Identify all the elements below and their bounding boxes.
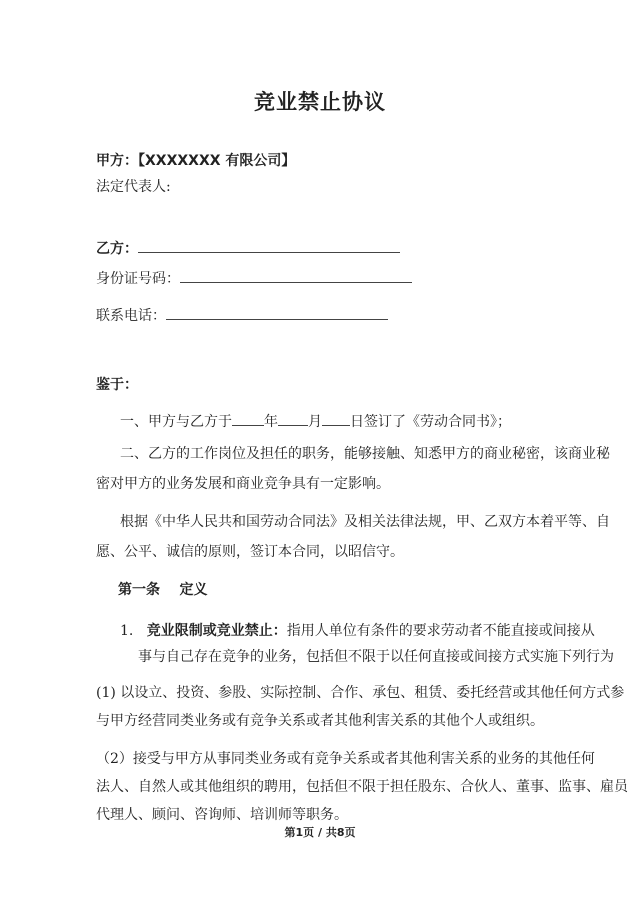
basis-line-2: 愿、公平、诚信的原则，签订本合同，以昭信守。 bbox=[96, 544, 404, 560]
def1-term: 竞业限制或竞业禁止： bbox=[146, 623, 287, 639]
sub-item-2-line-2: 法人、自然人或其他组织的聘用，包括但不限于担任股东、合伙人、董事、监事、雇员 bbox=[96, 779, 628, 795]
legal-rep-line bbox=[96, 177, 171, 197]
item1-month: 月 bbox=[308, 414, 322, 430]
party-a-line bbox=[96, 151, 295, 171]
whereas-heading: 鉴于： bbox=[96, 377, 138, 393]
legal-rep-label: 法定代表人: bbox=[96, 179, 171, 195]
month-blank bbox=[278, 411, 308, 426]
party-a-value: 【XXXXXXX 有限公司】 bbox=[138, 153, 296, 169]
party-b-line bbox=[96, 238, 400, 259]
sub-item-2-line-3: 代理人、顾问、咨询师、培训师等职务。 bbox=[96, 807, 348, 823]
day-blank bbox=[322, 411, 350, 426]
def1-number: 1. bbox=[120, 623, 134, 639]
id-blank bbox=[180, 268, 412, 283]
document-title: 竞业禁止协议 bbox=[254, 90, 386, 114]
whereas-item-1 bbox=[120, 411, 511, 432]
item1-suffix: 日签订了《劳动合同书》； bbox=[350, 414, 511, 430]
phone-blank bbox=[166, 305, 388, 320]
definition-1-line-2: 事与自己存在竞争的业务，包括但不限于以任何直接或间接方式实施下列行为 bbox=[138, 649, 614, 665]
page-footer: 第1页 / 共8页 bbox=[284, 826, 356, 839]
id-line bbox=[96, 268, 412, 289]
article-1-heading: 第一条 定义 bbox=[118, 582, 208, 598]
def1-text-1: 指用人单位有条件的要求劳动者不能直接或间接从 bbox=[286, 623, 595, 639]
id-label: 身份证号码： bbox=[96, 271, 180, 287]
sub-item-1-line-2: 与甲方经营同类业务或有竞争关系或者其他利害关系的其他个人或组织。 bbox=[96, 713, 544, 729]
item1-year: 年 bbox=[264, 414, 278, 430]
party-b-label: 乙方： bbox=[96, 241, 138, 257]
phone-line bbox=[96, 305, 388, 326]
whereas-item-2-line-2: 密对甲方的业务发展和商业竞争具有一定影响。 bbox=[96, 476, 390, 492]
year-blank bbox=[232, 411, 264, 426]
basis-line-1: 根据《中华人民共和国劳动合同法》及相关法律法规，甲、乙双方本着平等、自 bbox=[120, 514, 610, 530]
sub-item-2-line-1: （2）接受与甲方从事同类业务或有竞争关系或者其他利害关系的业务的其他任何 bbox=[96, 751, 595, 767]
whereas-item-2-line-1: 二、乙方的工作岗位及担任的职务，能够接触、知悉甲方的商业秘密，该商业秘 bbox=[120, 446, 610, 462]
definition-1-line-1 bbox=[120, 621, 595, 641]
item1-prefix: 一、甲方与乙方于 bbox=[120, 414, 232, 430]
sub-item-1-line-1: (1) 以设立、投资、参股、实际控制、合作、承包、租赁、委托经营或其他任何方式参 bbox=[96, 685, 625, 701]
party-b-blank bbox=[138, 238, 400, 253]
phone-label: 联系电话： bbox=[96, 308, 166, 324]
party-a-label: 甲方： bbox=[96, 153, 138, 169]
